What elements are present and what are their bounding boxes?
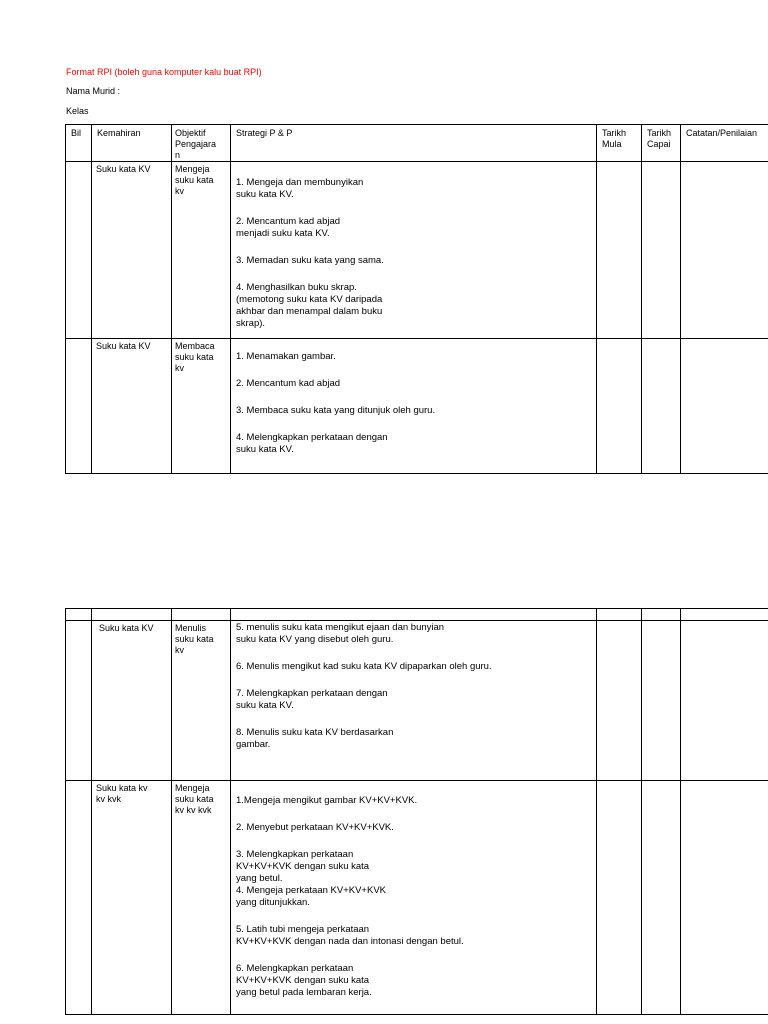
strategi-item: 8. Menulis suku kata KV berdasarkan gambar. — [236, 727, 394, 750]
strategi-item: 1. Mengeja dan membunyikan suku kata KV. — [236, 177, 364, 200]
header-bil: Bil — [66, 125, 92, 162]
objektif-cell: Mengeja suku kata kv kv kvk — [172, 781, 231, 1015]
rpi-table-2 — [65, 608, 768, 1015]
tarikh-mula-cell — [597, 621, 642, 781]
strategi-item: 1. Menamakan gambar. — [236, 351, 336, 362]
strategi-item: 2. Mencantum kad abjad menjadi suku kata KV. — [236, 216, 341, 239]
strategi-item: 1.Mengeja mengikut gambar KV+KV+KVK. — [236, 795, 418, 806]
empty-header-cell — [231, 609, 597, 621]
objektif-cell: Membaca suku kata kv — [172, 339, 231, 474]
kemahiran-cell: Suku kata KV — [92, 162, 172, 339]
header-objektif: Objektif Pengajara n — [172, 125, 231, 162]
strategi-item: 5. menulis suku kata mengikut ejaan dan bunyian suku kata KV yang disebut oleh guru. — [236, 622, 445, 645]
tarikh-mula-cell — [597, 781, 642, 1015]
table-header-row — [66, 125, 768, 162]
kemahiran-cell: Suku kata kv kv kvk — [92, 781, 172, 1015]
catatan-cell — [681, 339, 768, 474]
empty-header-cell — [681, 609, 768, 621]
header-catatan: Catatan/Penilaian — [681, 125, 768, 162]
strategi-item: 3. Melengkapkan perkataan KV+KV+KVK dengan suku kata yang betul. 4. Mengeja perkataan KV+KV+KVK yang ditunjukkan. — [236, 849, 386, 908]
kemahiran-cell: Suku kata KV — [92, 621, 172, 781]
nama-murid-label: Nama Murid : — [66, 86, 121, 96]
catatan-cell — [681, 162, 768, 339]
catatan-cell — [681, 781, 768, 1015]
tarikh-mula-cell — [597, 162, 642, 339]
bil-cell — [66, 621, 92, 781]
header-tarikh-mula: Tarikh Mula — [597, 125, 642, 162]
strategi-item: 7. Melengkapkan perkataan dengan suku kata KV. — [236, 688, 388, 711]
table-row — [66, 339, 768, 474]
strategi-cell — [231, 339, 597, 474]
table-row — [66, 621, 768, 781]
kelas-label: Kelas — [66, 106, 89, 116]
strategi-item: 2. Menyebut perkataan KV+KV+KVK. — [236, 822, 394, 833]
strategi-item: 3. Memadan suku kata yang sama. — [236, 255, 384, 266]
empty-header-cell — [92, 609, 172, 621]
strategi-item: 5. Latih tubi mengeja perkataan KV+KV+KVK dengan nada dan intonasi dengan betul. — [236, 924, 464, 947]
rpi-table-1 — [65, 124, 768, 474]
empty-header-cell — [597, 609, 642, 621]
tarikh-capai-cell — [642, 339, 681, 474]
empty-header-cell — [66, 609, 92, 621]
header-tarikh-capai: Tarikh Capai — [642, 125, 681, 162]
bil-cell — [66, 781, 92, 1015]
catatan-cell — [681, 621, 768, 781]
bil-cell — [66, 339, 92, 474]
strategi-item: 4. Melengkapkan perkataan dengan suku kata KV. — [236, 432, 388, 455]
tarikh-capai-cell — [642, 162, 681, 339]
strategi-item: 6. Menulis mengikut kad suku kata KV dipaparkan oleh guru. — [236, 661, 492, 672]
strategi-cell — [231, 781, 597, 1015]
header-kemahiran: Kemahiran — [92, 125, 172, 162]
objektif-cell: Menulis suku kata kv — [172, 621, 231, 781]
tarikh-capai-cell — [642, 781, 681, 1015]
table-row — [66, 781, 768, 1015]
strategi-item: 6. Melengkapkan perkataan KV+KV+KVK dengan suku kata yang betul pada lembaran kerja. — [236, 963, 372, 998]
format-title: Format RPI (boleh guna komputer kalu buat RPI) — [66, 67, 262, 77]
empty-header-cell — [172, 609, 231, 621]
objektif-cell: Mengeja suku kata kv — [172, 162, 231, 339]
kemahiran-cell: Suku kata KV — [92, 339, 172, 474]
strategi-cell — [231, 621, 597, 781]
strategi-item: 2. Mencantum kad abjad — [236, 378, 341, 389]
table-row — [66, 162, 768, 339]
header-strategi: Strategi P & P — [231, 125, 597, 162]
table-header-row — [66, 609, 768, 621]
strategi-cell — [231, 162, 597, 339]
tarikh-capai-cell — [642, 621, 681, 781]
bil-cell — [66, 162, 92, 339]
tarikh-mula-cell — [597, 339, 642, 474]
strategi-item: 4. Menghasilkan buku skrap. (memotong suku kata KV daripada akhbar dan menampal dalam buku skrap). — [236, 282, 383, 329]
strategi-item: 3. Membaca suku kata yang ditunjuk oleh guru. — [236, 405, 436, 416]
empty-header-cell — [642, 609, 681, 621]
